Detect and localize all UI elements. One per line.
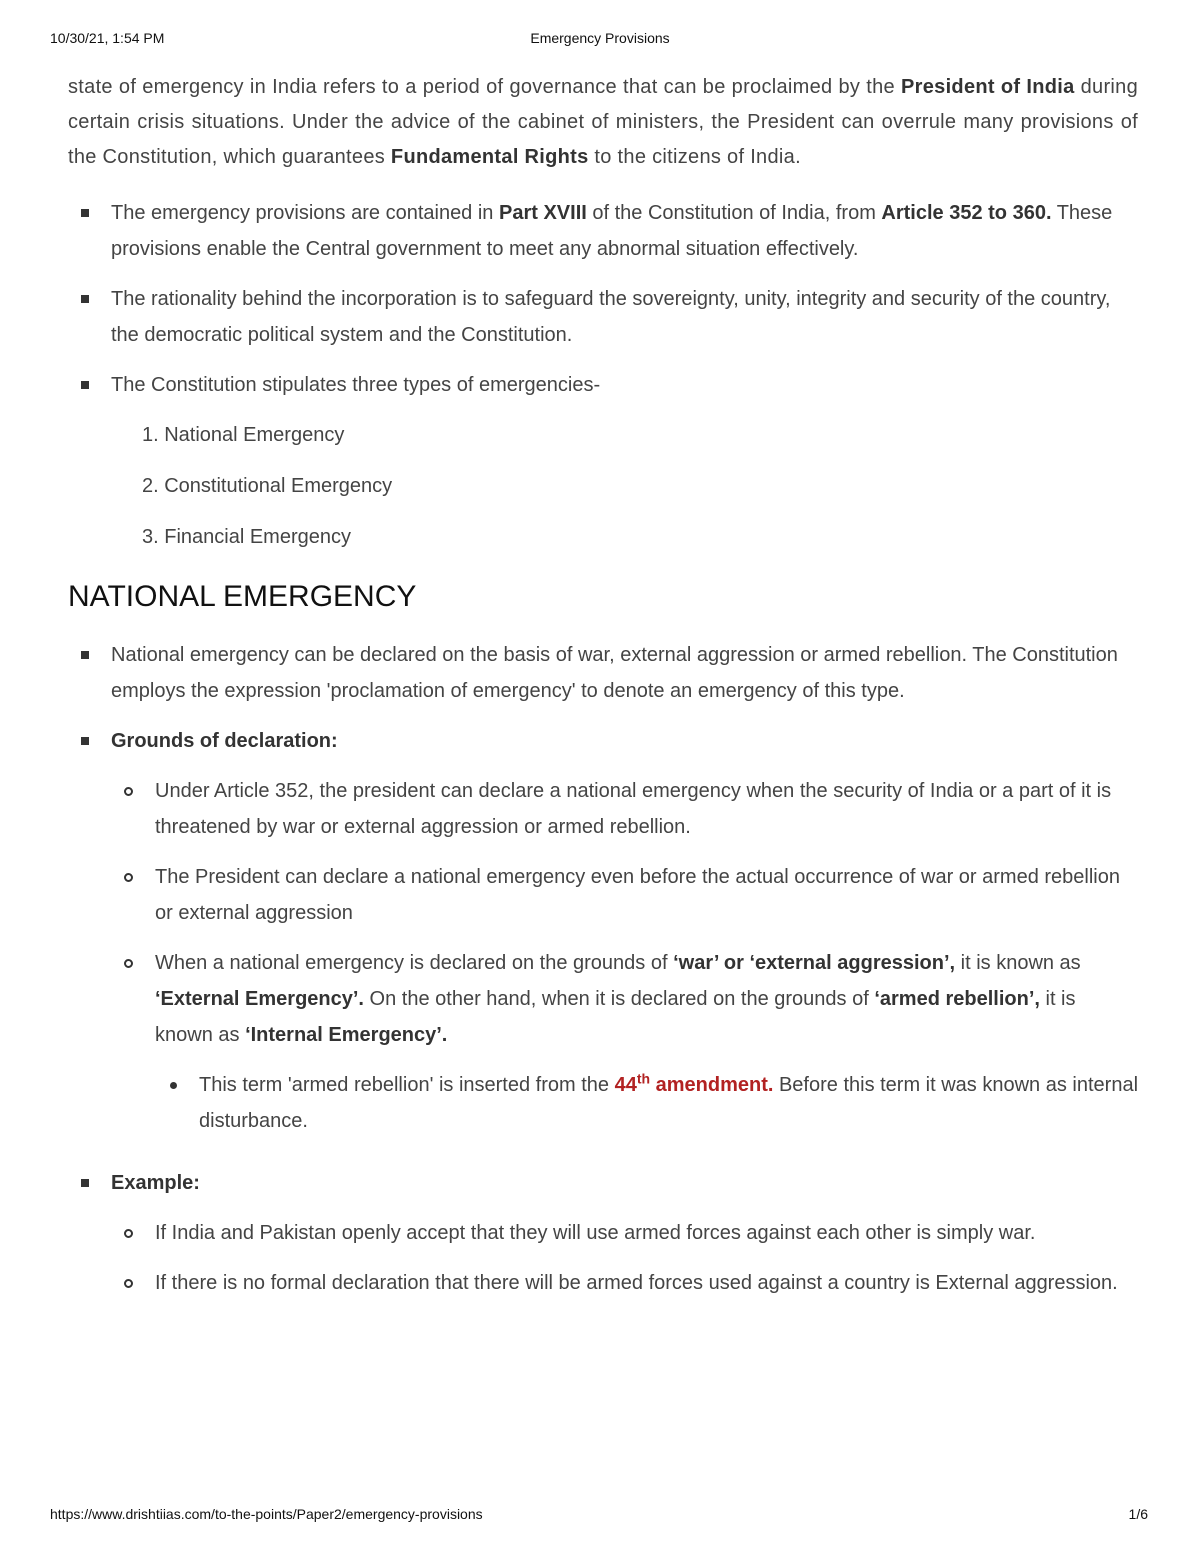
text: it is known as [955, 952, 1081, 974]
amendment-text: amendment. [650, 1074, 774, 1096]
intro-bold-president: President of India [901, 76, 1075, 98]
page-header-datetime: 10/30/21, 1:54 PM [50, 30, 165, 46]
amendment-link[interactable] [614, 1070, 774, 1096]
intro-text-1: state of emergency in India refers to a period of governance that can be proclaimed by the [68, 76, 901, 98]
article-range: Article 352 to 360. [881, 202, 1052, 224]
text: These provisions enable the Central government to meet any abnormal situation effectively. [111, 202, 1113, 260]
bold-term: ‘External Emergency’. [155, 988, 364, 1010]
text: Before this term it was known as internal disturbance. [199, 1074, 1139, 1132]
article-content [68, 70, 1138, 1315]
list-item [111, 945, 1138, 1139]
part-xviii: Part XVIII [499, 202, 587, 224]
text: The emergency provisions are contained in [111, 202, 499, 224]
example-label: Example: [111, 1172, 200, 1194]
list-item [68, 723, 1138, 1139]
intro-text-2: during certain crisis situations. Under the advice of the cabinet of ministers, the President can overrule many provisions of the Constitution, which guarantees [68, 76, 1138, 168]
text: On the other hand, when it is declared on the grounds of [363, 988, 875, 1010]
type-item: 2. Constitutional Emergency [142, 475, 393, 497]
list-item: Under Article 352, the president can declare a national emergency when the security of India or a part of it is threatened by war or external aggression or armed rebellion. [111, 773, 1138, 845]
list-item: The Constitution stipulates three types of emergencies- [68, 367, 1138, 403]
section-heading: NATIONAL EMERGENCY [68, 580, 417, 613]
intro-text-3: to the citizens of India. [588, 146, 801, 168]
list-item: If India and Pakistan openly accept that they will use armed forces against each other is simply war. [111, 1215, 1138, 1251]
bold-term: ‘Internal Emergency’. [245, 1024, 448, 1046]
page-header-title: Emergency Provisions [530, 30, 670, 46]
bold-term: ‘war’ or ‘external aggression’, [673, 952, 956, 974]
list-item [68, 195, 1138, 267]
sub-list [155, 1067, 1138, 1139]
grounds-list [111, 773, 1138, 1139]
intro-bold-rights: Fundamental Rights [390, 146, 589, 168]
amendment-number: 44 [614, 1074, 637, 1096]
bold-term: ‘armed rebellion’, [874, 988, 1040, 1010]
national-list [68, 637, 1138, 1301]
list-item [155, 1067, 1138, 1139]
ordinal-suffix: th [636, 1070, 651, 1087]
list-item: National emergency can be declared on the basis of war, external aggression or armed rebellion. The Constitution employs the expression 'proclamation of emergency' to denote an emergency of this type. [68, 637, 1138, 709]
list-item [68, 1165, 1138, 1301]
text: This term 'armed rebellion' is inserted from the [199, 1074, 615, 1096]
example-list [111, 1215, 1138, 1301]
type-item: 3. Financial Emergency [142, 526, 351, 548]
list-item: The President can declare a national emergency even before the actual occurrence of war or armed rebellion or external aggression [111, 859, 1138, 931]
grounds-label: Grounds of declaration: [111, 730, 338, 752]
intro-paragraph [68, 70, 1138, 175]
overview-list [68, 195, 1138, 403]
type-item: 1. National Emergency [142, 424, 345, 446]
list-item: The rationality behind the incorporation is to safeguard the sovereignty, unity, integrity and security of the country, the democratic political system and the Constitution. [68, 281, 1138, 353]
text: it is known as [155, 988, 1076, 1046]
page-footer-number: 1/6 [1128, 1506, 1148, 1522]
emergency-types-list [142, 417, 1138, 555]
page-footer-url: https://www.drishtiias.com/to-the-points/Paper2/emergency-provisions [50, 1506, 483, 1522]
text: When a national emergency is declared on the grounds of [155, 952, 674, 974]
list-item: If there is no formal declaration that there will be armed forces used against a country is External aggression. [111, 1265, 1138, 1301]
text: of the Constitution of India, from [586, 202, 882, 224]
